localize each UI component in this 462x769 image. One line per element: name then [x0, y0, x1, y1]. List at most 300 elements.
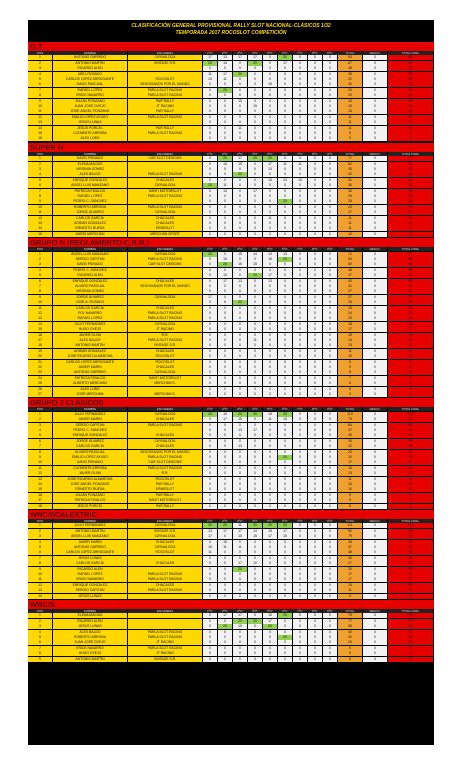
score-cell: 0: [263, 572, 278, 577]
score-cell: 0: [323, 262, 338, 267]
score-cell: 0: [293, 333, 308, 338]
column-header: 9ª P.: [323, 51, 338, 55]
score-cell: 0: [293, 131, 308, 136]
position: 10: [28, 572, 53, 577]
score-cell: 0: [233, 450, 248, 455]
score-cell: 0: [263, 99, 278, 104]
position: 14: [28, 226, 53, 231]
score-cell: 0: [218, 550, 233, 555]
score-cell: 15: [338, 466, 363, 471]
column-header: 5ª P.: [263, 407, 278, 411]
score-cell: 20: [338, 88, 363, 93]
score-cell: 0: [233, 311, 248, 316]
score-cell: 0: [308, 354, 323, 359]
team-name: CHACALES: [128, 178, 203, 183]
score-cell: 0: [323, 412, 338, 417]
score-cell: 0: [323, 439, 338, 444]
score-cell: 0: [308, 194, 323, 199]
score-cell: 0: [363, 189, 388, 194]
score-cell: 0: [278, 289, 293, 294]
driver-name: JESÚS LUNAS: [53, 624, 128, 629]
score-cell: 0: [323, 268, 338, 273]
score-cell: 11: [338, 221, 363, 226]
column-header: 6ª P.: [278, 247, 293, 251]
score-cell: 30: [388, 439, 434, 444]
score-cell: 0: [248, 295, 263, 300]
score-cell: 0: [263, 77, 278, 82]
score-cell: 13: [338, 109, 363, 114]
score-cell: 0: [248, 126, 263, 131]
score-cell: 0: [248, 444, 263, 449]
team-name: PARLA SLOT RACING: [128, 577, 203, 582]
score-cell: 0: [323, 498, 338, 503]
score-cell: 0: [248, 178, 263, 183]
score-cell: 0: [218, 284, 233, 289]
score-cell: 0: [323, 657, 338, 662]
score-cell: 84: [338, 55, 363, 60]
score-cell: 0: [363, 455, 388, 460]
score-cell: 15: [203, 545, 218, 550]
score-cell: 0: [263, 567, 278, 572]
position: 9: [28, 567, 53, 572]
column-header: 8ª P.: [308, 247, 323, 251]
score-cell: 0: [233, 66, 248, 71]
score-cell: 0: [263, 387, 278, 392]
driver-name: ÁNGEL LUIS MANZANO: [53, 183, 128, 188]
score-cell: 5: [338, 387, 363, 392]
score-cell: 0: [248, 343, 263, 348]
score-cell: 0: [363, 226, 388, 231]
score-cell: 0: [263, 295, 278, 300]
score-cell: 0: [293, 577, 308, 582]
score-cell: 77: [388, 156, 434, 161]
score-cell: 0: [363, 257, 388, 262]
score-cell: 0: [218, 109, 233, 114]
driver-name: ERICK NAVARRO: [53, 577, 128, 582]
column-header: 2ª P.: [218, 51, 233, 55]
driver-name: ÁLVARO PASCUAL: [53, 450, 128, 455]
score-cell: 0: [233, 284, 248, 289]
score-cell: 0: [233, 460, 248, 465]
score-cell: 15: [293, 178, 308, 183]
score-cell: 0: [323, 88, 338, 93]
score-cell: 0: [323, 550, 338, 555]
score-cell: 0: [308, 205, 323, 210]
score-cell: 0: [203, 273, 218, 278]
driver-name: JESÚS LUNAS: [53, 556, 128, 561]
driver-name: ÁNGEL LUIS MANZANO: [53, 534, 128, 539]
position: 11: [28, 109, 53, 114]
score-cell: 0: [218, 439, 233, 444]
score-cell: 0: [308, 460, 323, 465]
team-name: CAYNALOGA: [128, 439, 203, 444]
score-cell: 48: [338, 268, 363, 273]
score-cell: 20: [263, 624, 278, 629]
score-cell: 0: [218, 343, 233, 348]
score-cell: 0: [363, 577, 388, 582]
position: 16: [28, 333, 53, 338]
score-cell: 0: [218, 295, 233, 300]
score-cell: 0: [233, 104, 248, 109]
score-cell: 25: [388, 306, 434, 311]
score-cell: 0: [278, 487, 293, 492]
team-name: PARLA SLOT RACING: [128, 194, 203, 199]
score-cell: 0: [248, 131, 263, 136]
score-cell: 0: [308, 156, 323, 161]
score-cell: 0: [248, 216, 263, 221]
score-cell: 0: [233, 273, 248, 278]
score-cell: 0: [218, 619, 233, 624]
score-cell: 0: [263, 545, 278, 550]
score-cell: 0: [323, 624, 338, 629]
score-cell: 0: [293, 624, 308, 629]
score-cell: 0: [323, 529, 338, 534]
driver-name: HUGO OVEJO: [53, 651, 128, 656]
column-header: NOMBRE: [53, 247, 128, 251]
score-cell: 0: [323, 333, 338, 338]
score-cell: 15: [218, 61, 233, 66]
score-cell: 0: [218, 583, 233, 588]
column-header: DESCO.: [363, 519, 388, 523]
score-cell: 20: [388, 316, 434, 321]
score-cell: 42: [338, 172, 363, 177]
score-cell: 0: [323, 183, 338, 188]
column-header-row: [28, 51, 434, 55]
column-header: 8ª P.: [308, 407, 323, 411]
score-cell: 0: [233, 316, 248, 321]
score-cell: 0: [293, 77, 308, 82]
position: 7: [28, 284, 53, 289]
score-cell: 0: [308, 624, 323, 629]
score-cell: 20: [388, 450, 434, 455]
score-cell: 0: [248, 109, 263, 114]
score-cell: 0: [308, 381, 323, 386]
score-cell: 13: [278, 417, 293, 422]
score-cell: 0: [293, 504, 308, 509]
score-cell: 0: [248, 471, 263, 476]
column-header: 4ª P.: [248, 407, 263, 411]
driver-name: VIRGINIA GÓMEZ: [53, 167, 128, 172]
score-cell: 0: [233, 257, 248, 262]
score-cell: 0: [218, 561, 233, 566]
score-cell: 0: [293, 381, 308, 386]
team-name: PARLA SLOT RACING: [128, 630, 203, 635]
score-cell: 0: [293, 545, 308, 550]
score-cell: 20: [248, 61, 263, 66]
score-cell: 0: [363, 354, 388, 359]
team-name: [128, 567, 203, 572]
score-cell: 8: [338, 504, 363, 509]
score-cell: 11: [338, 115, 363, 120]
score-cell: 0: [203, 88, 218, 93]
team-name: SANTI MOTORSLOT: [128, 498, 203, 503]
score-cell: 0: [233, 439, 248, 444]
score-cell: 0: [323, 216, 338, 221]
score-cell: 0: [278, 167, 293, 172]
score-cell: 8: [388, 504, 434, 509]
position: 10: [28, 460, 53, 465]
score-cell: 0: [293, 82, 308, 87]
team-name: PARLA SLOT RACING: [128, 172, 203, 177]
score-cell: 0: [293, 232, 308, 237]
score-cell: 0: [233, 136, 248, 141]
score-cell: 50: [388, 262, 434, 267]
score-cell: 0: [248, 194, 263, 199]
score-cell: 0: [278, 428, 293, 433]
position: 5: [28, 178, 53, 183]
score-cell: 13: [278, 178, 293, 183]
column-header: 8ª P.: [308, 609, 323, 613]
score-cell: 0: [218, 466, 233, 471]
score-cell: 17: [203, 534, 218, 539]
position: 10: [28, 300, 53, 305]
driver-name: JULIO FERNÁNDEZ: [53, 412, 128, 417]
score-cell: 0: [308, 523, 323, 528]
score-cell: 0: [293, 354, 308, 359]
driver-name: SERGIO CAPITÁN: [53, 257, 128, 262]
score-cell: 0: [203, 210, 218, 215]
score-cell: 30: [388, 189, 434, 194]
score-cell: 0: [308, 567, 323, 572]
score-cell: 0: [278, 450, 293, 455]
team-name: CAYNALOGA: [128, 370, 203, 375]
score-cell: 0: [203, 189, 218, 194]
score-cell: 0: [248, 172, 263, 177]
score-cell: 20: [248, 412, 263, 417]
score-cell: 0: [248, 289, 263, 294]
score-cell: 110: [388, 412, 434, 417]
score-cell: 17: [203, 55, 218, 60]
score-cell: 0: [218, 131, 233, 136]
score-cell: 79: [338, 417, 363, 422]
score-cell: 20: [278, 635, 293, 640]
position: 9: [28, 657, 53, 662]
score-cell: 0: [263, 55, 278, 60]
score-cell: 0: [248, 577, 263, 582]
team-name: PARLA SLOT RACING: [128, 338, 203, 343]
column-header: 4ª P.: [248, 247, 263, 251]
score-cell: 0: [278, 392, 293, 397]
score-cell: 47: [338, 428, 363, 433]
team-name: [128, 136, 203, 141]
score-cell: 0: [248, 354, 263, 359]
score-cell: 0: [233, 583, 248, 588]
column-header: ESCUDERIA: [128, 152, 203, 156]
score-cell: 0: [233, 226, 248, 231]
score-cell: 0: [218, 450, 233, 455]
score-cell: 17: [338, 577, 363, 582]
score-cell: 15: [263, 412, 278, 417]
score-cell: 0: [293, 306, 308, 311]
score-cell: 0: [363, 104, 388, 109]
score-cell: 0: [323, 635, 338, 640]
score-cell: 9: [338, 498, 363, 503]
score-cell: 0: [248, 66, 263, 71]
score-cell: 8: [388, 370, 434, 375]
score-cell: 0: [203, 583, 218, 588]
column-header: TOTAL: [338, 407, 363, 411]
driver-name: JUAN JOSÉ OVEJO: [53, 640, 128, 645]
score-cell: 0: [218, 651, 233, 656]
score-cell: 65: [388, 257, 434, 262]
score-cell: 0: [233, 651, 248, 656]
score-cell: 0: [218, 216, 233, 221]
score-cell: 20: [278, 257, 293, 262]
score-cell: 0: [278, 540, 293, 545]
score-cell: 0: [278, 493, 293, 498]
score-cell: 0: [308, 61, 323, 66]
position: 7: [28, 88, 53, 93]
score-cell: 0: [218, 136, 233, 141]
score-cell: 0: [263, 477, 278, 482]
driver-name: JULIO FERNÁNDEZ: [53, 322, 128, 327]
score-cell: 0: [363, 216, 388, 221]
position: 4: [28, 172, 53, 177]
score-cell: 20: [203, 412, 218, 417]
score-cell: 0: [293, 205, 308, 210]
score-cell: 0: [233, 349, 248, 354]
driver-name: PEDRO C. SÁNCHEZ: [53, 268, 128, 273]
score-cell: 0: [308, 349, 323, 354]
score-cell: 17: [263, 162, 278, 167]
score-cell: 0: [308, 252, 323, 257]
score-cell: 0: [233, 381, 248, 386]
team-name: CHACALES: [128, 417, 203, 422]
column-header-row: [28, 152, 434, 156]
score-cell: 11: [233, 126, 248, 131]
driver-name: JULIO FERNÁNDEZ: [53, 523, 128, 528]
score-cell: 0: [323, 365, 338, 370]
score-cell: 0: [323, 120, 338, 125]
score-cell: 0: [293, 226, 308, 231]
score-cell: 0: [233, 550, 248, 555]
score-cell: 30: [338, 635, 363, 640]
score-cell: 0: [363, 306, 388, 311]
score-cell: 11: [233, 545, 248, 550]
team-name: MERCHÁN SPORT: [128, 232, 203, 237]
team-name: VINTAGE S.R.: [128, 61, 203, 66]
column-header: POS: [28, 609, 53, 613]
team-name: VINTAGE S.R.: [128, 343, 203, 348]
score-cell: 15: [233, 534, 248, 539]
score-cell: 0: [278, 311, 293, 316]
column-header: DESCO.: [363, 51, 388, 55]
score-cell: 0: [308, 279, 323, 284]
score-cell: 0: [293, 360, 308, 365]
column-header-row: [28, 247, 434, 251]
score-cell: 17: [233, 561, 248, 566]
score-cell: 0: [203, 594, 218, 599]
score-cell: 0: [218, 381, 233, 386]
score-cell: 0: [363, 466, 388, 471]
team-name: PARLA SLOT RACING: [128, 423, 203, 428]
score-cell: 0: [293, 284, 308, 289]
score-cell: 20: [218, 624, 233, 629]
score-cell: 0: [308, 99, 323, 104]
driver-name: CARLOS GARCÍA: [53, 561, 128, 566]
score-cell: 0: [323, 423, 338, 428]
position: 3: [28, 66, 53, 71]
score-cell: 0: [248, 162, 263, 167]
team-name: PARLA SLOT RACING: [128, 93, 203, 98]
score-cell: 45: [388, 433, 434, 438]
position: 6: [28, 183, 53, 188]
score-cell: 0: [203, 126, 218, 131]
team-name: [128, 162, 203, 167]
team-name: PARLA SLOT RACING: [128, 466, 203, 471]
column-header: 7ª P.: [293, 609, 308, 613]
score-cell: 0: [218, 572, 233, 577]
column-header: 4ª P.: [248, 519, 263, 523]
score-cell: 0: [308, 172, 323, 177]
team-name: CAR SLOT DESIGNS: [128, 262, 203, 267]
driver-name: DAVID PEINADO: [53, 156, 128, 161]
score-cell: 0: [293, 561, 308, 566]
score-cell: 0: [233, 433, 248, 438]
score-cell: 17: [263, 534, 278, 539]
team-name: JT RACING: [128, 104, 203, 109]
score-cell: 0: [263, 354, 278, 359]
score-cell: 0: [363, 295, 388, 300]
column-header: 9ª P.: [323, 519, 338, 523]
column-header: 4ª P.: [248, 609, 263, 613]
table-row: [28, 136, 434, 141]
score-cell: 0: [233, 376, 248, 381]
score-cell: 0: [263, 327, 278, 332]
score-cell: 20: [233, 72, 248, 77]
score-cell: 48: [338, 66, 363, 71]
score-cell: 0: [203, 460, 218, 465]
score-cell: 0: [248, 651, 263, 656]
score-cell: 0: [363, 232, 388, 237]
score-cell: 20: [218, 88, 233, 93]
score-cell: 0: [278, 333, 293, 338]
score-cell: 0: [203, 651, 218, 656]
score-cell: 0: [248, 588, 263, 593]
score-cell: 0: [363, 365, 388, 370]
score-cell: 0: [293, 156, 308, 161]
score-cell: 0: [263, 109, 278, 114]
column-header: 9ª P.: [323, 407, 338, 411]
score-cell: 0: [263, 455, 278, 460]
position: 6: [28, 640, 53, 645]
score-cell: 0: [203, 316, 218, 321]
score-cell: 0: [233, 88, 248, 93]
team-name: CAYNALOGA: [128, 183, 203, 188]
score-cell: 0: [293, 657, 308, 662]
score-cell: 0: [233, 167, 248, 172]
team-name: CHACALES: [128, 221, 203, 226]
team-name: [128, 624, 203, 629]
score-cell: 0: [323, 343, 338, 348]
score-cell: 43: [388, 279, 434, 284]
score-cell: 0: [233, 354, 248, 359]
score-cell: 11: [388, 588, 434, 593]
score-cell: 0: [278, 387, 293, 392]
score-cell: 0: [278, 343, 293, 348]
score-cell: 0: [323, 178, 338, 183]
score-cell: 0: [278, 232, 293, 237]
column-header: 7ª P.: [293, 51, 308, 55]
team-name: SEGOVIANOS POR EL MUNDO: [128, 284, 203, 289]
score-cell: 15: [388, 466, 434, 471]
team-name: MERCHÁN S.: [128, 392, 203, 397]
score-cell: 0: [203, 199, 218, 204]
score-cell: 0: [293, 300, 308, 305]
score-cell: 14: [338, 338, 363, 343]
driver-name: JORGE ÁLVAREZ: [53, 210, 128, 215]
score-cell: 0: [233, 487, 248, 492]
